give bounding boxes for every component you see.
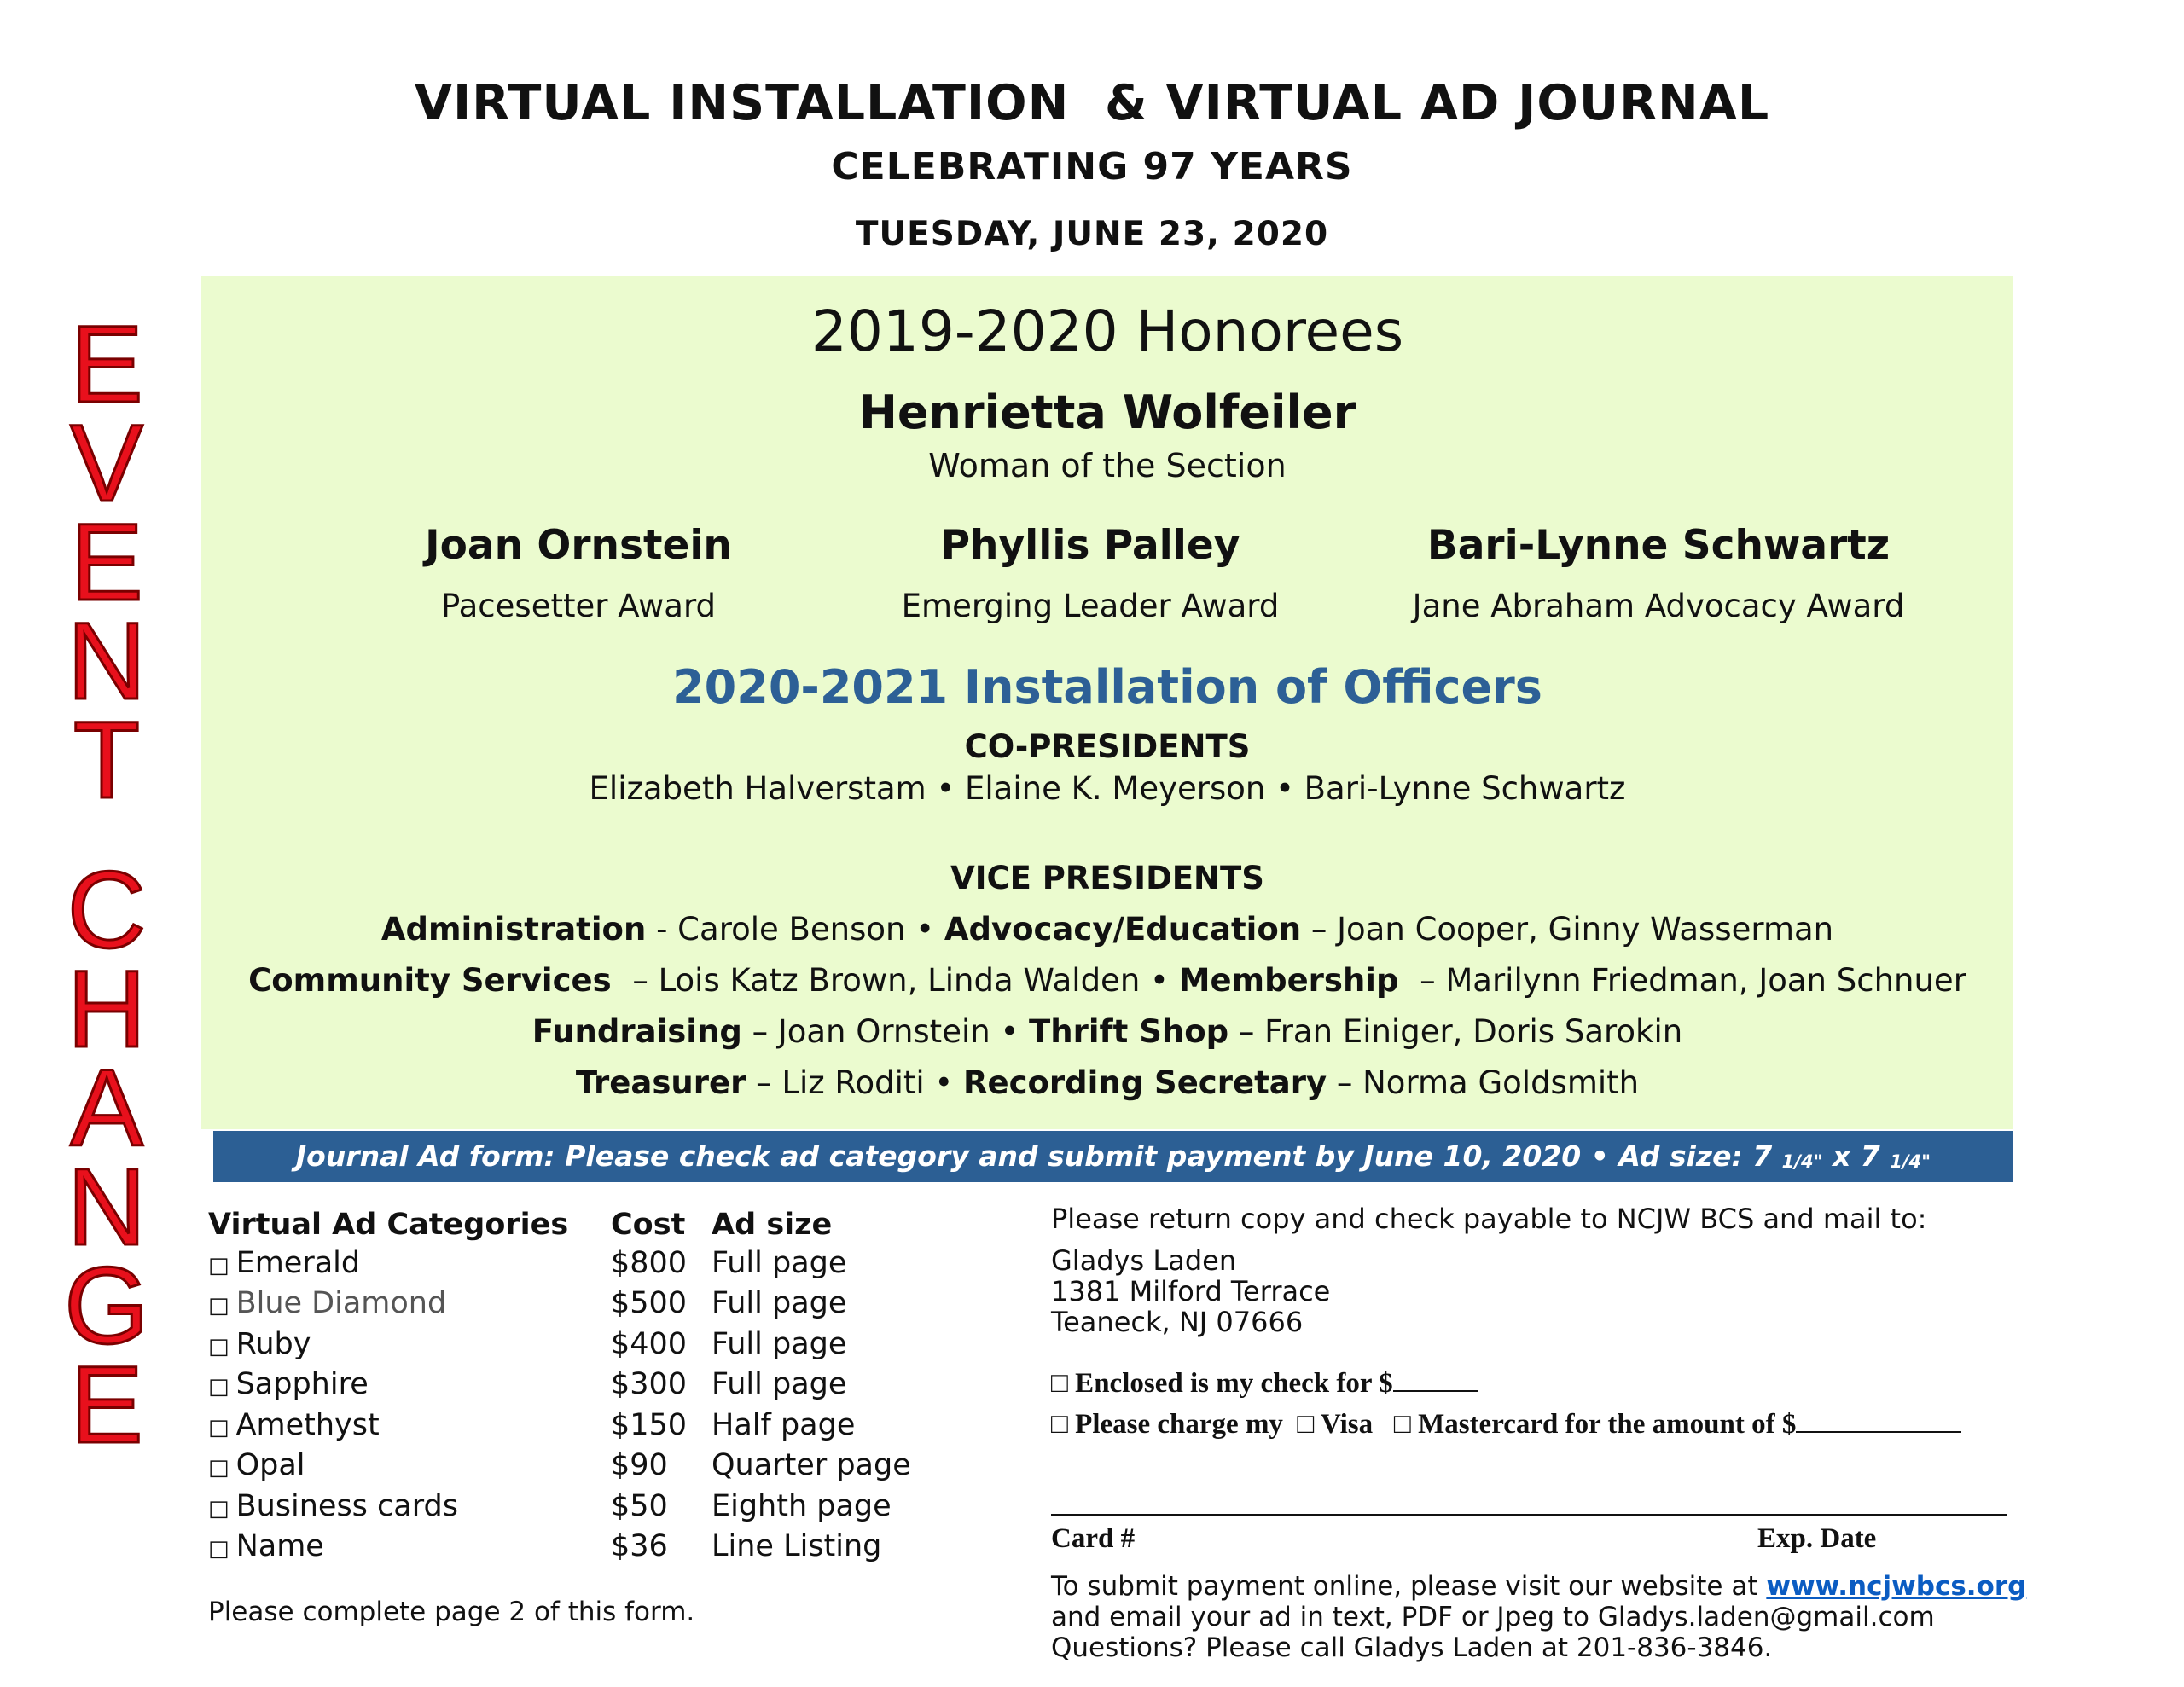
card-number-label: Card #: [1051, 1523, 1136, 1554]
vp-names: – Norma Goldsmith: [1327, 1064, 1640, 1101]
vp-names: – Joan Cooper, Ginny Wasserman: [1301, 911, 1834, 948]
vp-role: Fundraising: [531, 1013, 742, 1050]
address-line: Teaneck, NJ 07666: [1051, 1306, 1304, 1338]
vp-role: Advocacy/Education: [944, 911, 1302, 948]
category-size: Full page: [712, 1326, 847, 1361]
vp-line: [201, 1064, 2013, 1101]
category-name: Amethyst: [235, 1407, 380, 1442]
card-number-line[interactable]: [1051, 1514, 2007, 1516]
category-name: Ruby: [235, 1326, 311, 1361]
vp-role: Community Services: [248, 962, 623, 999]
vp-names: - Carole Benson •: [646, 911, 944, 948]
category-size: Eighth page: [712, 1488, 892, 1523]
honoree-name: Joan Ornstein: [425, 522, 732, 569]
event-letter: N: [67, 600, 147, 722]
table-row[interactable]: [208, 1365, 933, 1406]
vp-line: [201, 1013, 2013, 1050]
vp-names: – Fran Einiger, Doris Sarokin: [1228, 1013, 1683, 1050]
checkbox[interactable]: □: [208, 1374, 229, 1400]
change-letter: G: [64, 1245, 149, 1367]
table-row[interactable]: [208, 1487, 933, 1528]
table-row[interactable]: [208, 1284, 933, 1325]
table-row[interactable]: [208, 1528, 933, 1568]
column-header: Cost: [611, 1208, 686, 1242]
change-letter: C: [67, 849, 147, 971]
banner-fraction: 1/4": [1781, 1151, 1823, 1172]
category-cost: $150: [611, 1407, 688, 1442]
charge-amount-blank[interactable]: [1796, 1407, 1961, 1433]
category-cost: $36: [611, 1529, 668, 1563]
event-letter: V: [70, 403, 143, 525]
online-payment-info: [1051, 1571, 2026, 1663]
vp-role: Membership: [1178, 962, 1410, 999]
page-subtitle: CELEBRATING 97 YEARS: [831, 145, 1353, 188]
checkbox[interactable]: □: [208, 1536, 229, 1562]
co-presidents-names: Elizabeth Halverstam • Elaine K. Meyerson • Bari-Lynne Schwartz: [589, 770, 1626, 807]
ad-categories-table: [208, 1206, 933, 1568]
complete-page-note: Please complete page 2 of this form.: [208, 1597, 695, 1627]
category-size: Half page: [712, 1407, 856, 1442]
charge-option[interactable]: [1051, 1407, 1961, 1441]
address-line: Gladys Laden: [1051, 1244, 1237, 1277]
exp-date-label: Exp. Date: [1757, 1523, 1877, 1554]
honorees-heading: 2019-2020 Honorees: [810, 299, 1404, 364]
category-size: Full page: [712, 1245, 847, 1280]
table-row[interactable]: [208, 1406, 933, 1447]
banner-fraction: 1/4": [1890, 1151, 1931, 1172]
column-header: Virtual Ad Categories: [208, 1208, 569, 1242]
main-honoree-name: Henrietta Wolfeiler: [858, 386, 1356, 439]
category-name: Opal: [235, 1448, 305, 1482]
vp-line: [201, 911, 2013, 948]
category-size: Quarter page: [712, 1448, 911, 1482]
table-header-row: [208, 1206, 933, 1244]
category-cost: $500: [611, 1286, 688, 1320]
category-name: Name: [235, 1529, 324, 1563]
checkbox[interactable]: □: [208, 1333, 229, 1359]
category-cost: $300: [611, 1367, 688, 1401]
vp-names: – Marilynn Friedman, Joan Schnuer: [1409, 962, 1966, 999]
vp-role: Recording Secretary: [963, 1064, 1327, 1101]
banner-times: x 7: [1822, 1139, 1891, 1173]
vp-names: – Liz Roditi •: [746, 1064, 963, 1101]
installation-heading: 2020-2021 Installation of Officers: [672, 660, 1542, 714]
journal-ad-banner: [213, 1131, 2013, 1182]
vp-names: – Joan Ornstein •: [741, 1013, 1030, 1050]
honoree-card: [1360, 522, 1957, 624]
honoree-award: Emerging Leader Award: [901, 588, 1280, 624]
honoree-award: Jane Abraham Advocacy Award: [1412, 588, 1905, 624]
table-row[interactable]: [208, 1244, 933, 1285]
change-letter: A: [70, 1047, 143, 1169]
event-change-banner: [51, 304, 162, 1466]
address-line: 1381 Milford Terrace: [1051, 1275, 1331, 1307]
checkbox[interactable]: □: [208, 1414, 229, 1441]
category-cost: $90: [611, 1448, 668, 1482]
checkbox[interactable]: □: [208, 1252, 229, 1278]
honoree-card: [792, 522, 1389, 624]
check-option-label: □ Enclosed is my check for $: [1051, 1368, 1393, 1399]
table-row[interactable]: [208, 1446, 933, 1487]
column-header: Ad size: [712, 1208, 833, 1242]
category-name: Emerald: [235, 1245, 361, 1280]
category-size: Line Listing: [712, 1529, 882, 1563]
event-date: TUESDAY, JUNE 23, 2020: [855, 215, 1329, 253]
honoree-award: Pacesetter Award: [440, 588, 716, 624]
honoree-name: Phyllis Palley: [940, 522, 1240, 569]
vp-role: Administration: [380, 911, 647, 948]
co-presidents-heading: CO-PRESIDENTS: [964, 728, 1251, 765]
vp-line: [201, 962, 2013, 999]
charge-option-label: □ Please charge my □ Visa □ Mastercard for the amount of $: [1051, 1409, 1797, 1440]
change-letter: H: [67, 948, 147, 1070]
category-name: Blue Diamond: [235, 1286, 447, 1320]
questions-line: Questions? Please call Gladys Laden at 201-836-3846.: [1051, 1632, 1773, 1663]
vp-names: – Lois Katz Brown, Linda Walden •: [622, 962, 1179, 999]
return-instructions: Please return copy and check payable to NCJW BCS and mail to:: [1051, 1203, 1927, 1235]
category-name: Business cards: [235, 1488, 458, 1523]
category-name: Sapphire: [235, 1367, 369, 1401]
checkbox[interactable]: □: [208, 1455, 229, 1481]
checkbox[interactable]: □: [208, 1293, 229, 1319]
main-honoree-award: Woman of the Section: [928, 447, 1287, 484]
vp-role: Treasurer: [575, 1064, 746, 1101]
honoree-name: Bari-Lynne Schwartz: [1426, 522, 1891, 569]
change-letter: N: [67, 1146, 147, 1268]
category-cost: $800: [611, 1245, 688, 1280]
honoree-card: [280, 522, 877, 624]
online-instructions: To submit payment online, please visit our website at: [1051, 1571, 1767, 1602]
event-letter: E: [70, 501, 143, 623]
vp-role: Thrift Shop: [1029, 1013, 1229, 1050]
category-cost: $400: [611, 1326, 688, 1361]
mailing-address: [1051, 1245, 1330, 1337]
check-amount-blank[interactable]: [1393, 1366, 1478, 1392]
event-letter: E: [70, 304, 143, 426]
vice-presidents-heading: VICE PRESIDENTS: [950, 860, 1264, 896]
check-option[interactable]: [1051, 1366, 1478, 1400]
page-title: VIRTUAL INSTALLATION & VIRTUAL AD JOURNAL: [414, 75, 1770, 131]
category-cost: $50: [611, 1488, 668, 1523]
category-size: Full page: [712, 1367, 847, 1401]
category-size: Full page: [712, 1286, 847, 1320]
change-letter: E: [70, 1344, 143, 1466]
table-row[interactable]: [208, 1325, 933, 1366]
email-instructions: and email your ad in text, PDF or Jpeg to Gladys.laden@gmail.com: [1051, 1602, 1935, 1632]
banner-text: Journal Ad form: Please check ad category and submit payment by June 10, 2020 • Ad size: 7: [295, 1139, 1773, 1173]
checkbox[interactable]: □: [208, 1495, 229, 1522]
event-letter: T: [73, 699, 141, 821]
website-link[interactable]: www.ncjwbcs.org: [1766, 1571, 2027, 1602]
